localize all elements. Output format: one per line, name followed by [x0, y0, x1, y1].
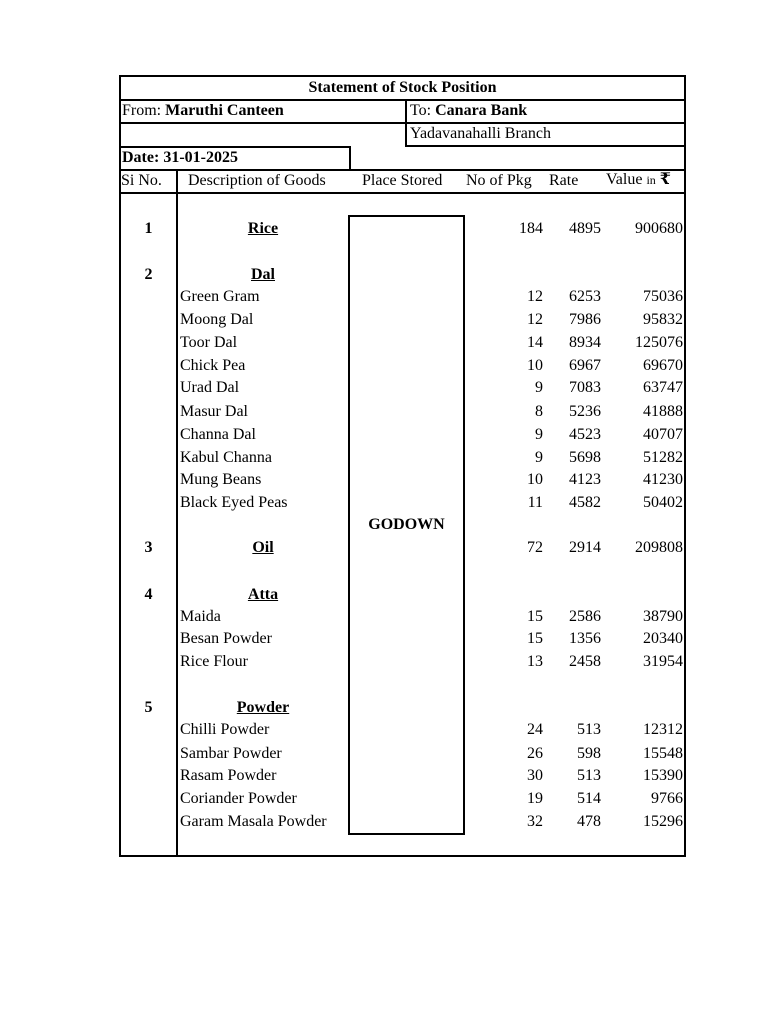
- row-item-description: Kabul Channa: [180, 449, 272, 466]
- row-value: 75036: [643, 288, 683, 305]
- row-no-of-pkg: 9: [535, 379, 543, 396]
- to-field: [410, 101, 527, 121]
- header-value: [606, 170, 671, 190]
- row-item-description: Garam Masala Powder: [180, 813, 327, 830]
- row-sl-no: 5: [144, 699, 153, 716]
- row-category-heading: Atta: [247, 586, 279, 603]
- row-no-of-pkg: 24: [527, 721, 543, 738]
- row-value: 15390: [643, 767, 683, 784]
- row-no-of-pkg: 72: [527, 539, 543, 556]
- row-value: 50402: [643, 494, 683, 511]
- row-no-of-pkg: 11: [527, 494, 543, 511]
- row-sl-no: 4: [144, 586, 153, 603]
- row-no-of-pkg: 9: [535, 449, 543, 466]
- row-rate: 4123: [569, 471, 601, 488]
- row-item-description: Moong Dal: [180, 311, 254, 328]
- row-rate: 1356: [569, 630, 601, 647]
- row-value: 38790: [643, 608, 683, 625]
- row-no-of-pkg: 26: [527, 745, 543, 762]
- row-no-of-pkg: 9: [535, 426, 543, 443]
- row-value: 69670: [643, 357, 683, 374]
- statement-date: Date: 31-01-2025: [122, 149, 238, 166]
- row-item-description: Masur Dal: [180, 403, 248, 420]
- row-value: 12312: [643, 721, 683, 738]
- header-rate: Rate: [549, 172, 579, 189]
- border-right: [684, 75, 686, 857]
- row-category-heading: Rice: [247, 220, 279, 237]
- header-value-in: in: [646, 173, 656, 187]
- row-no-of-pkg: 13: [527, 653, 543, 670]
- row-rate: 513: [577, 767, 601, 784]
- row-category-heading: Oil: [252, 539, 274, 556]
- header-no-of-pkg: No of Pkg: [466, 172, 532, 189]
- row-sl-no: 1: [144, 220, 153, 237]
- divider-date-right: [349, 146, 351, 170]
- row-rate: 2458: [569, 653, 601, 670]
- row-value: 15548: [643, 745, 683, 762]
- row-item-description: Besan Powder: [180, 630, 272, 647]
- row-item-description: Rasam Powder: [180, 767, 277, 784]
- rupee-icon: ₹: [659, 171, 671, 188]
- row-category-heading: Dal: [251, 266, 275, 283]
- from-value: Maruthi Canteen: [165, 102, 284, 119]
- row-rate: 5698: [569, 449, 601, 466]
- row-rate: 598: [577, 745, 601, 762]
- divider-from: [119, 122, 686, 124]
- row-value: 900680: [635, 220, 683, 237]
- row-rate: 478: [577, 813, 601, 830]
- row-no-of-pkg: 15: [527, 630, 543, 647]
- header-place-stored: Place Stored: [362, 172, 443, 189]
- row-value: 41888: [643, 403, 683, 420]
- row-item-description: Maida: [180, 608, 221, 625]
- row-no-of-pkg: 32: [527, 813, 543, 830]
- row-no-of-pkg: 12: [527, 288, 543, 305]
- row-rate: 514: [577, 790, 601, 807]
- row-rate: 4523: [569, 426, 601, 443]
- row-no-of-pkg: 10: [527, 357, 543, 374]
- row-value: 63747: [643, 379, 683, 396]
- row-category-heading: Powder: [236, 699, 290, 716]
- row-rate: 5236: [569, 403, 601, 420]
- row-value: 40707: [643, 426, 683, 443]
- row-rate: 2914: [569, 539, 601, 556]
- border-top: [119, 75, 686, 77]
- row-no-of-pkg: 184: [519, 220, 543, 237]
- row-rate: 7083: [569, 379, 601, 396]
- document-title: Statement of Stock Position: [308, 79, 497, 96]
- row-no-of-pkg: 12: [527, 311, 543, 328]
- row-item-description: Channa Dal: [180, 426, 256, 443]
- row-no-of-pkg: 19: [527, 790, 543, 807]
- row-rate: 8934: [569, 334, 601, 351]
- row-sl-no: 3: [144, 539, 153, 556]
- row-no-of-pkg: 15: [527, 608, 543, 625]
- row-no-of-pkg: 10: [527, 471, 543, 488]
- to-label: To:: [410, 102, 432, 119]
- row-rate: 7986: [569, 311, 601, 328]
- row-item-description: Urad Dal: [180, 379, 240, 396]
- row-item-description: Black Eyed Peas: [180, 494, 288, 511]
- row-value: 95832: [643, 311, 683, 328]
- row-item-description: Mung Beans: [180, 471, 262, 488]
- row-no-of-pkg: 8: [535, 403, 543, 420]
- row-value: 125076: [635, 334, 683, 351]
- place-stored-value: GODOWN: [368, 516, 445, 533]
- row-item-description: Chick Pea: [180, 357, 246, 374]
- header-value-label: Value: [606, 171, 643, 188]
- row-rate: 6253: [569, 288, 601, 305]
- row-item-description: Rice Flour: [180, 653, 248, 670]
- row-rate: 2586: [569, 608, 601, 625]
- to-value: Canara Bank: [435, 102, 528, 119]
- branch-name: Yadavanahalli Branch: [410, 125, 551, 142]
- row-item-description: Coriander Powder: [180, 790, 297, 807]
- header-sl-no: Si No.: [121, 172, 162, 189]
- divider-from-to: [405, 99, 407, 147]
- border-bottom: [119, 855, 686, 857]
- row-rate: 6967: [569, 357, 601, 374]
- row-value: 31954: [643, 653, 683, 670]
- row-value: 209808: [635, 539, 683, 556]
- row-item-description: Green Gram: [180, 288, 260, 305]
- row-rate: 4895: [569, 220, 601, 237]
- row-value: 20340: [643, 630, 683, 647]
- row-rate: 513: [577, 721, 601, 738]
- row-no-of-pkg: 30: [527, 767, 543, 784]
- row-value: 51282: [643, 449, 683, 466]
- header-description: Description of Goods: [188, 172, 326, 189]
- row-no-of-pkg: 14: [527, 334, 543, 351]
- border-left: [119, 75, 121, 857]
- from-field: [122, 101, 284, 121]
- from-label: From:: [122, 102, 162, 119]
- row-item-description: Toor Dal: [180, 334, 238, 351]
- row-sl-no: 2: [144, 266, 153, 283]
- row-item-description: Chilli Powder: [180, 721, 270, 738]
- divider-header-bottom: [119, 192, 686, 194]
- row-value: 15296: [643, 813, 683, 830]
- row-value: 9766: [651, 790, 683, 807]
- row-rate: 4582: [569, 494, 601, 511]
- row-value: 41230: [643, 471, 683, 488]
- divider-branch: [405, 145, 686, 147]
- row-item-description: Sambar Powder: [180, 745, 282, 762]
